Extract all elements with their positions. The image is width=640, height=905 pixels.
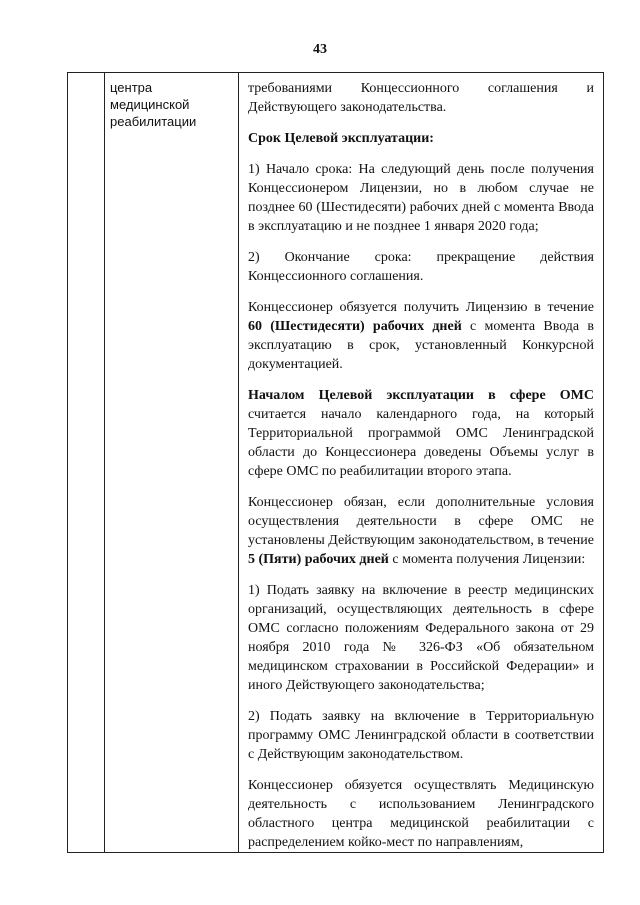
paragraph-obligation-bold: 5 (Пяти) рабочих дней [248,552,389,567]
table-row [68,73,604,853]
paragraph-license-bold: 60 (Шестидесяти) рабочих дней [248,319,462,334]
empty-number-cell [68,73,105,853]
content-cell [239,73,604,853]
object-name-line-3: реабилитации [110,114,197,129]
paragraph-program-application: 2) Подать заявку на включение в Территориальную программу ОМС Ленинградской области в соответствии с Действующим законодательством. [248,709,594,762]
page-number: 43 [313,42,327,57]
paragraph-license [248,298,594,374]
document-table [67,72,604,853]
paragraph-obligation-text-1: Концессионер обязан, если дополнительные условия осуществления деятельности в сфере ОМС не установлены Действующим законодательством, в течение [248,495,594,548]
paragraph-oms-start-text: считается начало календарного года, на который Территориальной программой ОМС Ленинградской области до Концессионера доведены Объемы услуг в сфере ОМС по реабилитации второго этапа. [248,407,594,479]
object-name-line-1: центра [110,80,153,95]
paragraph-term-start: 1) Начало срока: На следующий день после получения Концессионером Лицензии, но в любом случае не позднее 60 (Шестидесяти) рабочих дней с момента Ввода в эксплуатацию и не позднее 1 января 2020 года; [248,162,594,234]
paragraph-registry-application: 1) Подать заявку на включение в реестр медицинских организаций, осуществляющих деятельность в сфере ОМС согласно положениям Федерального закона от 29 ноября 2010 года № 326-ФЗ «Об обязательном медицинском страховании в Российской Федерации» и иного Действующего законодательства; [248,583,594,693]
paragraph-obligation-text-2: с момента получения Лицензии: [388,552,586,567]
paragraph-medical-activity: Концессионер обязуется осуществлять Медицинскую деятельность с использованием Ленинградского областного центра медицинской реабилитации с распределением койко-мест по направлениям, [248,778,594,850]
paragraph-obligation [248,493,594,569]
object-name-cell [105,73,239,853]
paragraph-term-end: 2) Окончание срока: прекращение действия Концессионного соглашения. [248,250,594,284]
paragraph-oms-start-bold: Началом Целевой эксплуатации в сфере ОМС [248,388,594,403]
paragraph-oms-start [248,386,594,481]
paragraph-license-text-2: с момента Ввода в эксплуатацию в срок, установленный Конкурсной документацией. [248,319,594,372]
section-heading: Срок Целевой эксплуатации: [248,131,434,146]
paragraph-license-text-1: Концессионер обязуется получить Лицензию в течение [248,300,594,315]
paragraph-requirements: требованиями Концессионного соглашения и Действующего законодательства. [248,81,594,115]
object-name-line-2: медицинской [110,97,190,112]
